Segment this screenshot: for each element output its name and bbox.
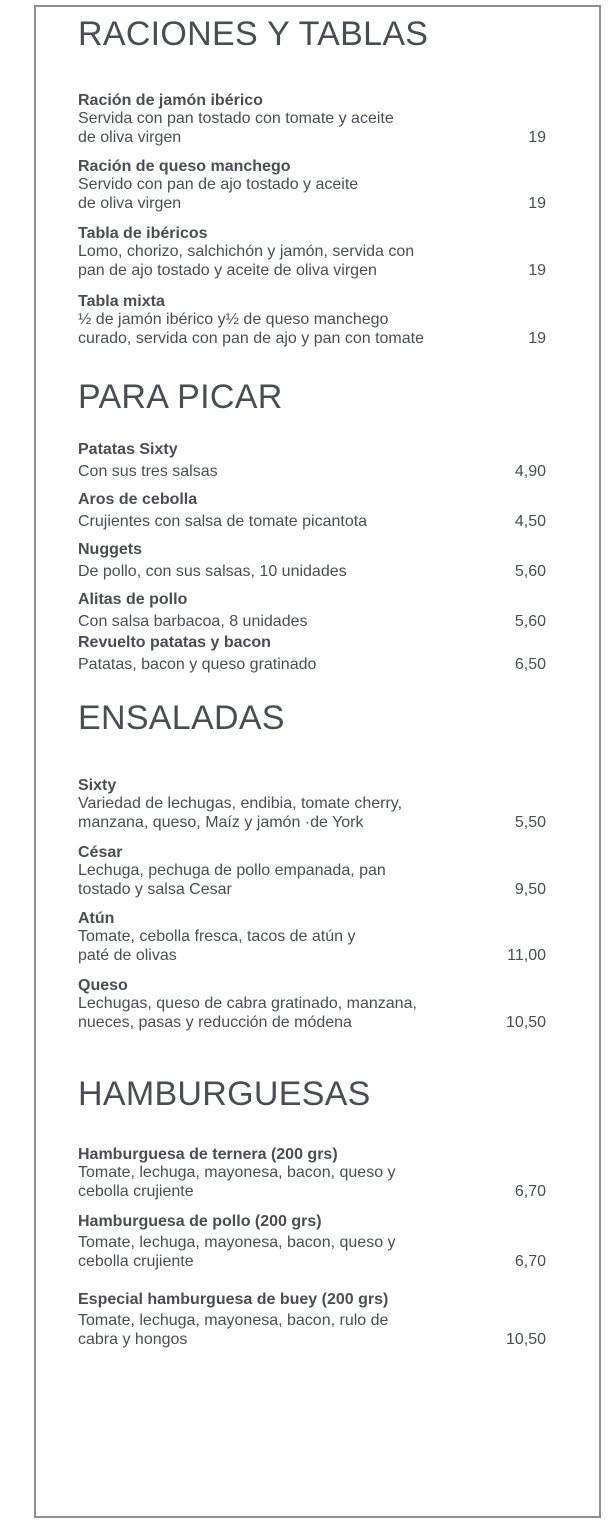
- item-desc-line: curado, servida con pan de ajo y pan con tomate: [78, 330, 424, 347]
- item-desc-line: Lechugas, queso de cabra gratinado, manzana,: [78, 995, 417, 1012]
- item-name: César: [78, 844, 123, 861]
- item-price: 19: [528, 330, 546, 347]
- item-desc-line: Crujientes con salsa de tomate picantota: [78, 513, 368, 530]
- item-desc-line: Servida con pan tostado con tomate y aceite: [78, 110, 394, 127]
- item-desc-line: de oliva virgen: [78, 195, 182, 212]
- section-heading-para-picar: PARA PICAR: [78, 378, 283, 416]
- item-name: Alitas de pollo: [78, 591, 188, 608]
- menu-item: [78, 93, 550, 147]
- item-price: 5,60: [514, 563, 546, 580]
- item-desc-line: nueces, pasas y reducción de módena: [78, 1014, 352, 1031]
- item-desc-line: Variedad de lechugas, endibia, tomate cherry,: [78, 795, 403, 812]
- item-price: 5,60: [514, 613, 546, 630]
- item-name: Patatas Sixty: [78, 441, 178, 458]
- menu-item: [78, 1292, 550, 1349]
- item-name: Hamburguesa de pollo (200 grs): [78, 1213, 322, 1230]
- item-price: 6,70: [514, 1183, 546, 1200]
- menu-item: [78, 492, 550, 531]
- item-name: Nuggets: [78, 541, 142, 558]
- item-desc-line: paté de olivas: [78, 947, 177, 964]
- item-desc-line: Con salsa barbacoa, 8 unidades: [78, 613, 308, 630]
- menu-item: [78, 911, 550, 965]
- item-name: Ración de queso manchego: [78, 158, 291, 175]
- item-desc-line: Con sus tres salsas: [78, 463, 218, 480]
- item-price: 6,50: [514, 656, 546, 673]
- item-name: Sixty: [78, 777, 117, 794]
- menu-item: [78, 845, 550, 899]
- item-price: 9,50: [514, 881, 546, 898]
- item-desc-line: Lomo, chorizo, salchichón y jamón, servida con: [78, 243, 415, 260]
- item-price: 5,50: [514, 814, 546, 831]
- item-desc-line: cabra y hongos: [78, 1331, 188, 1348]
- item-price: 19: [528, 195, 546, 212]
- item-desc-line: cebolla crujiente: [78, 1183, 194, 1200]
- section-heading-raciones: RACIONES Y TABLAS: [78, 15, 429, 53]
- item-price: 10,50: [505, 1331, 546, 1348]
- item-price: 19: [528, 129, 546, 146]
- item-name: Atún: [78, 910, 115, 927]
- menu-item: [78, 635, 550, 674]
- item-desc-line: cebolla crujiente: [78, 1253, 194, 1270]
- menu-item: [78, 159, 550, 213]
- item-name: Queso: [78, 977, 128, 994]
- menu-item: [78, 592, 550, 631]
- item-price: 19: [528, 262, 546, 279]
- item-desc-line: Tomate, lechuga, mayonesa, bacon, queso y: [78, 1234, 396, 1251]
- item-desc-line: Lechuga, pechuga de pollo empanada, pan: [78, 862, 386, 879]
- item-desc-line: tostado y salsa Cesar: [78, 881, 232, 898]
- item-price: 10,50: [505, 1014, 546, 1031]
- menu-item: [78, 978, 550, 1032]
- section-heading-hamburguesas: HAMBURGUESAS: [78, 1075, 371, 1113]
- item-name: Hamburguesa de ternera (200 grs): [78, 1146, 338, 1163]
- item-desc-line: Servido con pan de ajo tostado y aceite: [78, 176, 359, 193]
- item-name: Revuelto patatas y bacon: [78, 634, 271, 651]
- menu-item: [78, 1147, 550, 1201]
- menu-item: [78, 442, 550, 481]
- menu-item: [78, 778, 550, 832]
- item-desc-line: Tomate, cebolla fresca, tacos de atún y: [78, 928, 356, 945]
- item-price: 4,90: [514, 463, 546, 480]
- item-price: 6,70: [514, 1253, 546, 1270]
- item-price: 4,50: [514, 513, 546, 530]
- item-desc-line: De pollo, con sus salsas, 10 unidades: [78, 563, 347, 580]
- item-name: Especial hamburguesa de buey (200 grs): [78, 1291, 389, 1308]
- item-price: 11,00: [507, 947, 546, 964]
- item-desc-line: Tomate, lechuga, mayonesa, bacon, rulo de: [78, 1312, 389, 1329]
- item-name: Ración de jamón ibérico: [78, 92, 263, 109]
- menu-item: [78, 542, 550, 581]
- menu-item: [78, 1214, 550, 1271]
- item-desc-line: manzana, queso, Maíz y jamón ·de York: [78, 814, 364, 831]
- item-desc-line: ½ de jamón ibérico y½ de queso manchego: [78, 311, 389, 328]
- item-desc-line: Tomate, lechuga, mayonesa, bacon, queso y: [78, 1164, 396, 1181]
- item-name: Aros de cebolla: [78, 491, 198, 508]
- section-heading-ensaladas: ENSALADAS: [78, 699, 285, 737]
- item-desc-line: Patatas, bacon y queso gratinado: [78, 656, 317, 673]
- item-desc-line: de oliva virgen: [78, 129, 182, 146]
- item-name: Tabla mixta: [78, 293, 165, 310]
- item-name: Tabla de ibéricos: [78, 225, 208, 242]
- menu-item: [78, 294, 550, 348]
- item-desc-line: pan de ajo tostado y aceite de oliva virgen: [78, 262, 377, 279]
- menu-item: [78, 226, 550, 280]
